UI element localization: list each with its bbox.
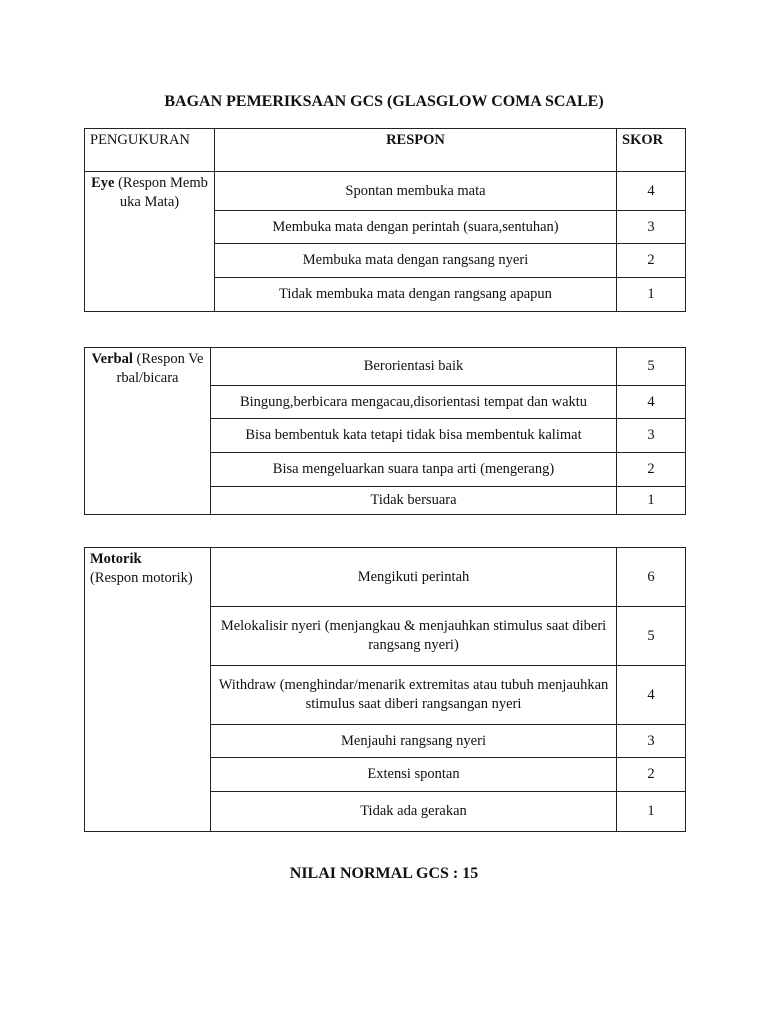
eye-category-label: Eye bbox=[91, 175, 115, 191]
header-skor: SKOR bbox=[617, 129, 686, 172]
verbal-table bbox=[84, 347, 686, 515]
respon-cell: Extensi spontan bbox=[211, 758, 617, 792]
eye-category-desc: (Respon Membuka Mata) bbox=[114, 175, 208, 210]
normal-value-note: NILAI NORMAL GCS : 15 bbox=[289, 865, 479, 882]
respon-cell: Berorientasi baik bbox=[211, 348, 617, 386]
motorik-category-desc: (Respon motorik) bbox=[90, 570, 193, 586]
table-row bbox=[85, 348, 686, 386]
header-pengukuran: PENGUKURAN bbox=[85, 129, 215, 172]
skor-cell: 1 bbox=[617, 487, 686, 515]
motorik-category-label: Motorik bbox=[90, 551, 142, 567]
respon-cell: Membuka mata dengan rangsang nyeri bbox=[215, 244, 617, 278]
skor-cell: 5 bbox=[617, 348, 686, 386]
skor-cell: 4 bbox=[617, 386, 686, 419]
motorik-table bbox=[84, 547, 686, 832]
motorik-category-cell bbox=[85, 548, 211, 832]
respon-cell: Mengikuti perintah bbox=[211, 548, 617, 607]
respon-cell: Menjauhi rangsang nyeri bbox=[211, 725, 617, 758]
skor-cell: 4 bbox=[617, 666, 686, 725]
skor-cell: 6 bbox=[617, 548, 686, 607]
table-row bbox=[85, 172, 686, 211]
skor-cell: 4 bbox=[617, 172, 686, 211]
table-header-row bbox=[85, 129, 686, 172]
skor-cell: 1 bbox=[617, 278, 686, 312]
respon-cell: Tidak membuka mata dengan rangsang apapun bbox=[215, 278, 617, 312]
verbal-category-label: Verbal bbox=[91, 351, 133, 367]
skor-cell: 2 bbox=[617, 453, 686, 487]
respon-cell: Spontan membuka mata bbox=[215, 172, 617, 211]
eye-table bbox=[84, 128, 686, 312]
skor-cell: 5 bbox=[617, 607, 686, 666]
skor-cell: 3 bbox=[617, 419, 686, 453]
respon-cell: Withdraw (menghindar/menarik extremitas atau tubuh menjauhkan stimulus saat diberi rangsangan nyeri bbox=[211, 666, 617, 725]
skor-cell: 1 bbox=[617, 792, 686, 832]
page-title: BAGAN PEMERIKSAAN GCS (GLASGLOW COMA SCALE) bbox=[164, 93, 604, 110]
eye-category-cell bbox=[85, 172, 215, 312]
skor-cell: 3 bbox=[617, 725, 686, 758]
verbal-category-desc: (Respon Verbal/bicara bbox=[116, 351, 204, 386]
respon-cell: Tidak ada gerakan bbox=[211, 792, 617, 832]
header-respon: RESPON bbox=[215, 129, 617, 172]
respon-cell: Tidak bersuara bbox=[211, 487, 617, 515]
respon-cell: Bisa mengeluarkan suara tanpa arti (mengerang) bbox=[211, 453, 617, 487]
skor-cell: 3 bbox=[617, 211, 686, 244]
respon-cell: Membuka mata dengan perintah (suara,sentuhan) bbox=[215, 211, 617, 244]
table-row bbox=[85, 548, 686, 607]
respon-cell: Bingung,berbicara mengacau,disorientasi tempat dan waktu bbox=[211, 386, 617, 419]
skor-cell: 2 bbox=[617, 758, 686, 792]
respon-cell: Bisa bembentuk kata tetapi tidak bisa membentuk kalimat bbox=[211, 419, 617, 453]
verbal-category-cell bbox=[85, 348, 211, 515]
respon-cell: Melokalisir nyeri (menjangkau & menjauhkan stimulus saat diberi rangsang nyeri) bbox=[211, 607, 617, 666]
skor-cell: 2 bbox=[617, 244, 686, 278]
